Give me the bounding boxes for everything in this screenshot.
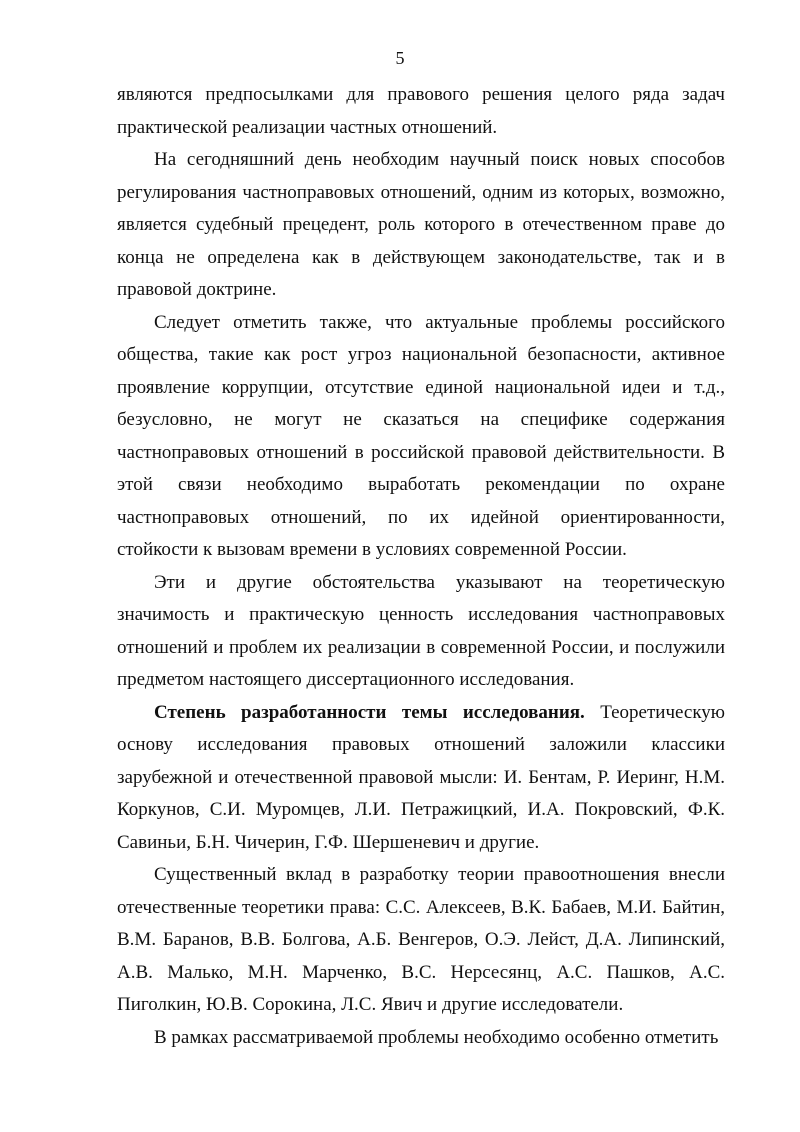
paragraph-degree-of-development	[117, 697, 725, 860]
paragraph-continuation: являются предпосылками для правового решения целого ряда задач практической реализации частных отношений.	[117, 84, 725, 138]
page-number: 5	[395, 48, 405, 68]
paragraph-degree-text: Теоретическую основу исследования правовых отношений заложили классики зарубежной и отечественной правовой мысли: И. Бентам, Р. Иеринг, Н.М. Коркунов, С.И. Муромцев, Л.И. Петражицкий, И.А. Покровский, Ф.К. Савиньи, Б.Н. Чичерин, Г.Ф. Шершеневич и другие.	[117, 701, 725, 853]
section-heading-inline: Степень разработанности темы исследования.	[154, 701, 585, 723]
paragraph-contribution: Существенный вклад в разработку теории правоотношения внесли отечественные теоретики права: С.С. Алексеев, В.К. Бабаев, М.И. Байтин, В.М. Баранов, В.В. Болгова, А.Б. Венгеров, О.Э. Лейст, Д.А. Липинский, А.В. Малько, М.Н. Марченко, В.С. Нерсесянц, А.С. Пашков, А.С. Пиголкин, Ю.В. Сорокина, Л.С. Явич и другие исследователи.	[117, 864, 725, 1015]
page-body	[117, 79, 725, 1054]
paragraph-society-problems: Следует отметить также, что актуальные проблемы российского общества, такие как рост угроз национальной безопасности, активное проявление коррупции, отсутствие единой национальной идеи и т.д., безусловно, не могут не сказаться на специфике содержания частноправовых отношений в российской правовой действительности. В этой связи необходимо выработать рекомендации по охране частноправовых отношений, по их идейной ориентированности, стойкости к вызовам времени в условиях современной России.	[117, 311, 725, 560]
paragraph-significance: Эти и другие обстоятельства указывают на теоретическую значимость и практическую ценность исследования частноправовых отношений и проблем их реализации в современной России, и послужили предметом настоящего диссертационного исследования.	[117, 571, 725, 690]
paragraph-search-methods: На сегодняшний день необходим научный поиск новых способов регулирования частноправовых отношений, одним из которых, возможно, является судебный прецедент, роль которого в отечественном праве до конца не определена как в действующем законодательстве, так и в правовой доктрине.	[117, 149, 725, 300]
paragraph-trailing: В рамках рассматриваемой проблемы необходимо особенно отметить	[154, 1026, 719, 1048]
